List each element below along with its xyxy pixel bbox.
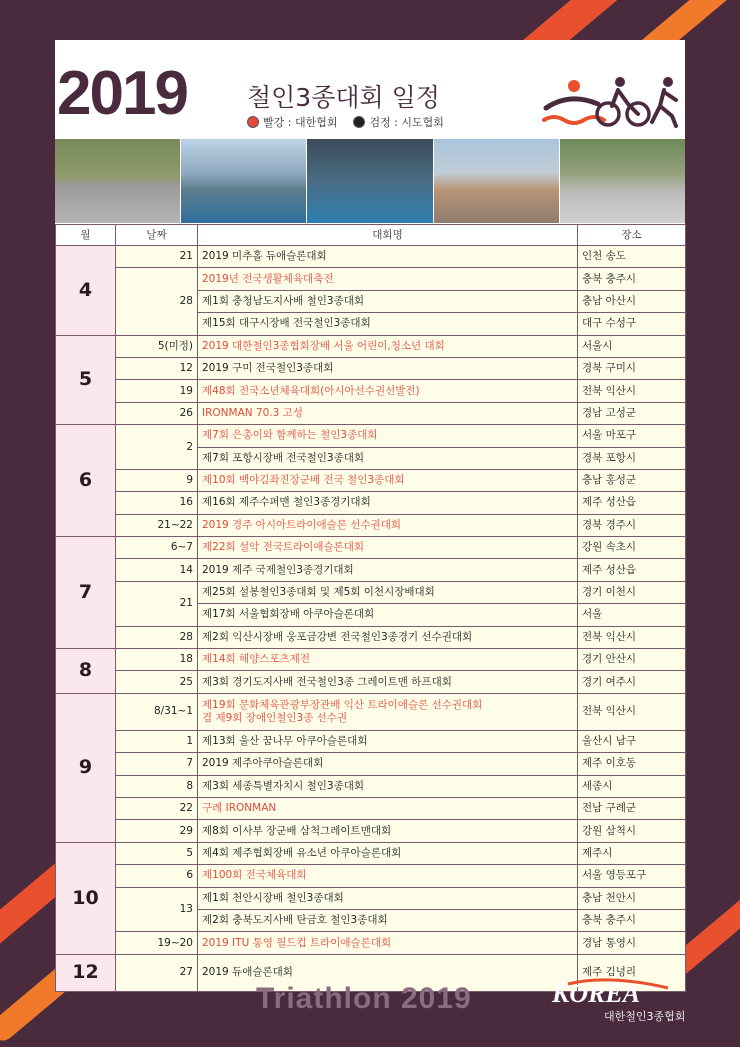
title-year: 2019 xyxy=(57,59,187,128)
event-cell: 2019 제주아쿠아슬론대회 xyxy=(198,753,578,775)
korea-logo-text: KOREA xyxy=(552,979,641,1008)
date-cell: 13 xyxy=(116,887,198,932)
place-cell: 울산시 남구 xyxy=(578,730,686,752)
header-place: 장소 xyxy=(578,225,686,246)
place-cell: 경북 경주시 xyxy=(578,514,686,536)
date-cell: 9 xyxy=(116,469,198,491)
place-cell: 전북 익산시 xyxy=(578,626,686,648)
table-row xyxy=(56,335,686,357)
table-row xyxy=(56,693,686,730)
event-cell: 제14회 해양스포츠제전 xyxy=(198,649,578,671)
place-cell: 제주 이호동 xyxy=(578,753,686,775)
date-cell: 12 xyxy=(116,357,198,379)
photo-swim-exit xyxy=(307,139,433,223)
date-cell: 6~7 xyxy=(116,537,198,559)
photo-cycling-race xyxy=(560,139,685,223)
month-cell: 12 xyxy=(56,954,116,991)
date-cell: 7 xyxy=(116,753,198,775)
triathlon-pictogram-icon xyxy=(540,74,690,130)
event-cell: 2019년 전국생활체육대축전 xyxy=(198,268,578,290)
place-cell: 강원 삼척시 xyxy=(578,820,686,842)
event-cell: 제1회 충청남도지사배 철인3종대회 xyxy=(198,290,578,312)
photo-strip xyxy=(55,139,685,223)
date-cell: 14 xyxy=(116,559,198,581)
place-cell: 충북 충주시 xyxy=(578,909,686,931)
event-cell: 2019 듀애슬론대회 xyxy=(198,954,578,991)
date-cell: 21 xyxy=(116,581,198,626)
table-row xyxy=(56,775,686,797)
table-row xyxy=(56,425,686,447)
date-cell: 2 xyxy=(116,425,198,470)
event-cell: 제4회 제주협회장배 유소년 아쿠아슬론대회 xyxy=(198,842,578,864)
table-row xyxy=(56,581,686,603)
event-cell: 제1회 천안시장배 철인3종대회 xyxy=(198,887,578,909)
association-name: 대한철인3종협회 xyxy=(604,1010,686,1023)
korea-logo xyxy=(548,978,688,1008)
event-cell: 제3회 세종특별자치시 철인3종대회 xyxy=(198,775,578,797)
place-cell: 서울 영등포구 xyxy=(578,865,686,887)
table-header-row xyxy=(56,225,686,246)
legend xyxy=(247,114,444,130)
event-cell: 제22회 설악 전국트라이애슬론대회 xyxy=(198,537,578,559)
table-row xyxy=(56,671,686,693)
place-cell: 경북 포항시 xyxy=(578,447,686,469)
event-cell: 2019 제주 국제철인3종경기대회 xyxy=(198,559,578,581)
date-cell: 21~22 xyxy=(116,514,198,536)
month-cell: 10 xyxy=(56,842,116,954)
place-cell: 충남 아산시 xyxy=(578,290,686,312)
event-cell: IRONMAN 70.3 고성 xyxy=(198,402,578,424)
month-cell: 6 xyxy=(56,425,116,537)
header-event: 대회명 xyxy=(198,225,578,246)
event-cell: 제13회 울산 꿈나무 아쿠아슬론대회 xyxy=(198,730,578,752)
place-cell: 전북 익산시 xyxy=(578,693,686,730)
table-row xyxy=(56,626,686,648)
date-cell: 1 xyxy=(116,730,198,752)
date-cell: 21 xyxy=(116,246,198,268)
date-cell: 8 xyxy=(116,775,198,797)
table-row xyxy=(56,887,686,909)
date-cell: 5(미정) xyxy=(116,335,198,357)
place-cell: 서울시 xyxy=(578,335,686,357)
date-cell: 28 xyxy=(116,268,198,335)
date-cell: 6 xyxy=(116,865,198,887)
table-row xyxy=(56,820,686,842)
date-cell: 19~20 xyxy=(116,932,198,954)
table-row xyxy=(56,753,686,775)
place-cell: 제주 성산읍 xyxy=(578,492,686,514)
event-cell: 2019 미추홀 듀애슬론대회 xyxy=(198,246,578,268)
table-row xyxy=(56,730,686,752)
place-cell: 경북 구미시 xyxy=(578,357,686,379)
table-row xyxy=(56,514,686,536)
place-cell: 제주 김녕리 xyxy=(578,954,686,991)
event-cell: 제2회 충북도지사배 탄금호 철인3종대회 xyxy=(198,909,578,931)
date-cell: 8/31~1 xyxy=(116,693,198,730)
place-cell: 대구 수성구 xyxy=(578,313,686,335)
event-cell: 2019 경주 아시아트라이애슬론 선수권대회 xyxy=(198,514,578,536)
place-cell: 서울 xyxy=(578,604,686,626)
place-cell: 전남 구례군 xyxy=(578,797,686,819)
month-cell: 7 xyxy=(56,537,116,649)
place-cell: 경남 고성군 xyxy=(578,402,686,424)
photo-swim-start xyxy=(181,139,307,223)
place-cell: 세종시 xyxy=(578,775,686,797)
title-main: 철인3종대회 일정 xyxy=(247,83,440,112)
month-cell: 4 xyxy=(56,246,116,336)
place-cell: 충북 충주시 xyxy=(578,268,686,290)
table-row xyxy=(56,842,686,864)
event-cell: 제100회 전국체육대회 xyxy=(198,865,578,887)
place-cell: 충남 홍성군 xyxy=(578,469,686,491)
date-cell: 16 xyxy=(116,492,198,514)
date-cell: 28 xyxy=(116,626,198,648)
place-cell: 서울 마포구 xyxy=(578,425,686,447)
event-cell xyxy=(198,693,578,730)
table-row xyxy=(56,402,686,424)
schedule-table xyxy=(55,224,686,992)
place-cell: 강원 속초시 xyxy=(578,537,686,559)
event-cell: 제48회 전국소년체육대회(아시아선수권선발전) xyxy=(198,380,578,402)
month-cell: 9 xyxy=(56,693,116,842)
date-cell: 5 xyxy=(116,842,198,864)
place-cell: 경기 이천시 xyxy=(578,581,686,603)
place-cell: 전북 익산시 xyxy=(578,380,686,402)
triathlon-watermark: Triathlon 2019 xyxy=(256,982,472,1015)
table-row xyxy=(56,537,686,559)
table-row xyxy=(56,268,686,290)
photo-running xyxy=(434,139,560,223)
event-cell: 제7회 포항시장배 전국철인3종대회 xyxy=(198,447,578,469)
legend-black-label: 검정 : 시도협회 xyxy=(369,116,444,129)
header-date: 날짜 xyxy=(116,225,198,246)
table-row xyxy=(56,932,686,954)
legend-red-label: 빨강 : 대한협회 xyxy=(263,116,338,129)
event-cell: 제10회 백야김좌진장군배 전국 철인3종대회 xyxy=(198,469,578,491)
place-cell: 경기 안산시 xyxy=(578,649,686,671)
event-line: 겸 제9회 장애인철인3종 선수권 xyxy=(202,711,348,724)
event-cell: 2019 구미 전국철인3종대회 xyxy=(198,357,578,379)
date-cell: 29 xyxy=(116,820,198,842)
place-cell: 충남 천안시 xyxy=(578,887,686,909)
month-cell: 8 xyxy=(56,649,116,694)
table-row xyxy=(56,492,686,514)
event-cell: 제7회 은총이와 함께하는 철인3종대회 xyxy=(198,425,578,447)
event-cell: 구례 IRONMAN xyxy=(198,797,578,819)
black-dot-icon xyxy=(353,116,365,128)
table-row xyxy=(56,246,686,268)
table-row xyxy=(56,865,686,887)
event-cell: 2019 대한철인3종협회장배 서울 어린이,청소년 대회 xyxy=(198,335,578,357)
event-cell: 제2회 익산시장배 웅포금강변 전국철인3종경기 선수권대회 xyxy=(198,626,578,648)
table-row xyxy=(56,797,686,819)
event-line: 제19회 문화체육관광부장관배 익산 트라이애슬론 선수권대회 xyxy=(202,698,483,711)
event-cell: 제16회 제주수퍼맨 철인3종경기대회 xyxy=(198,492,578,514)
place-cell: 경기 여주시 xyxy=(578,671,686,693)
photo-cycling-road xyxy=(55,139,181,223)
place-cell: 제주 성산읍 xyxy=(578,559,686,581)
table-row xyxy=(56,559,686,581)
event-cell: 제3회 경기도지사배 전국철인3종 그레이트맨 하프대회 xyxy=(198,671,578,693)
table-row xyxy=(56,357,686,379)
red-dot-icon xyxy=(247,116,259,128)
header-month: 월 xyxy=(56,225,116,246)
table-row xyxy=(56,649,686,671)
table-row xyxy=(56,380,686,402)
date-cell: 25 xyxy=(116,671,198,693)
event-cell: 2019 ITU 통영 월드컵 트라이애슬론대회 xyxy=(198,932,578,954)
table-row xyxy=(56,469,686,491)
event-cell: 제17회 서울협회장배 아쿠아슬론대회 xyxy=(198,604,578,626)
place-cell: 제주시 xyxy=(578,842,686,864)
date-cell: 18 xyxy=(116,649,198,671)
date-cell: 26 xyxy=(116,402,198,424)
month-cell: 5 xyxy=(56,335,116,425)
event-cell: 제15회 대구시장배 전국철인3종대회 xyxy=(198,313,578,335)
date-cell: 22 xyxy=(116,797,198,819)
event-cell: 제8회 이사부 장군배 삼척그레이트맨대회 xyxy=(198,820,578,842)
place-cell: 인천 송도 xyxy=(578,246,686,268)
place-cell: 경남 통영시 xyxy=(578,932,686,954)
event-cell: 제25회 설봉철인3종대회 및 제5회 이천시장배대회 xyxy=(198,581,578,603)
date-cell: 19 xyxy=(116,380,198,402)
date-cell: 27 xyxy=(116,954,198,991)
